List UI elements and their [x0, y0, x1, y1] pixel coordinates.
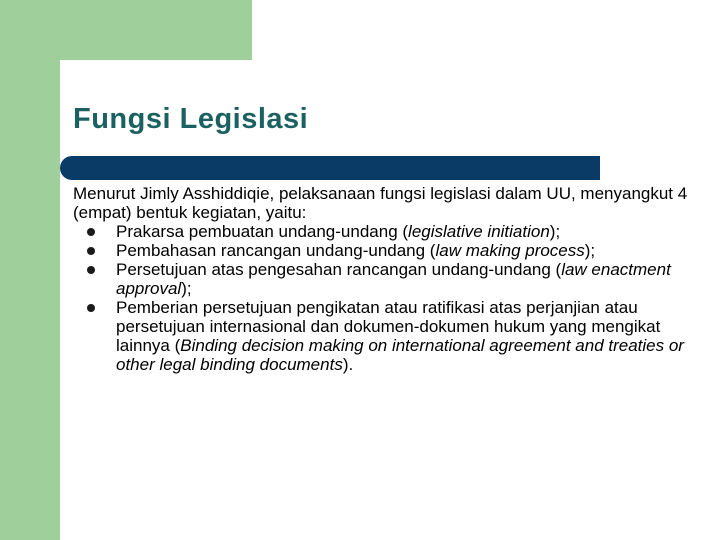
item-text-end: );: [181, 279, 192, 298]
slide-title: Fungsi Legislasi: [73, 103, 309, 135]
top-accent-band: [0, 0, 252, 60]
item-text-end: ).: [342, 355, 354, 374]
item-text: Persetujuan atas pengesahan rancangan undang-undang (: [116, 260, 562, 279]
item-text: Pembahasan rancangan undang-undang (: [116, 241, 436, 260]
list-item: [73, 298, 693, 374]
left-accent-band: [0, 0, 60, 540]
item-latin-term: legislative initiation: [408, 222, 550, 241]
intro-paragraph: Menurut Jimly Asshiddiqie, pelaksanaan fungsi legislasi dalam UU, menyangkut 4 (empat) bentuk kegiatan, yaitu:: [73, 184, 688, 222]
bullet-list: [73, 222, 693, 374]
bullet-icon: [87, 266, 95, 274]
item-latin-term: law enactment approval: [116, 260, 671, 298]
item-latin-term: Binding decision making on international agreement and treaties or other legal binding documents: [116, 336, 684, 374]
item-text: Pemberian persetujuan pengikatan atau ratifikasi atas perjanjian atau persetujuan internasional dan dokumen-dokumen hukum yang mengikat lainnya (: [116, 298, 661, 355]
list-item: [73, 260, 693, 298]
item-text: Prakarsa pembuatan undang-undang (: [116, 222, 409, 241]
item-text-end: );: [584, 241, 596, 260]
bullet-icon: [87, 304, 95, 312]
bullet-icon: [87, 228, 95, 236]
title-underline-bar: [60, 156, 600, 180]
bullet-icon: [87, 247, 95, 255]
item-text-end: );: [549, 222, 561, 241]
list-item: [73, 241, 693, 260]
list-item: [73, 222, 693, 241]
item-latin-term: law making process: [435, 241, 585, 260]
slide-body: [73, 184, 693, 374]
